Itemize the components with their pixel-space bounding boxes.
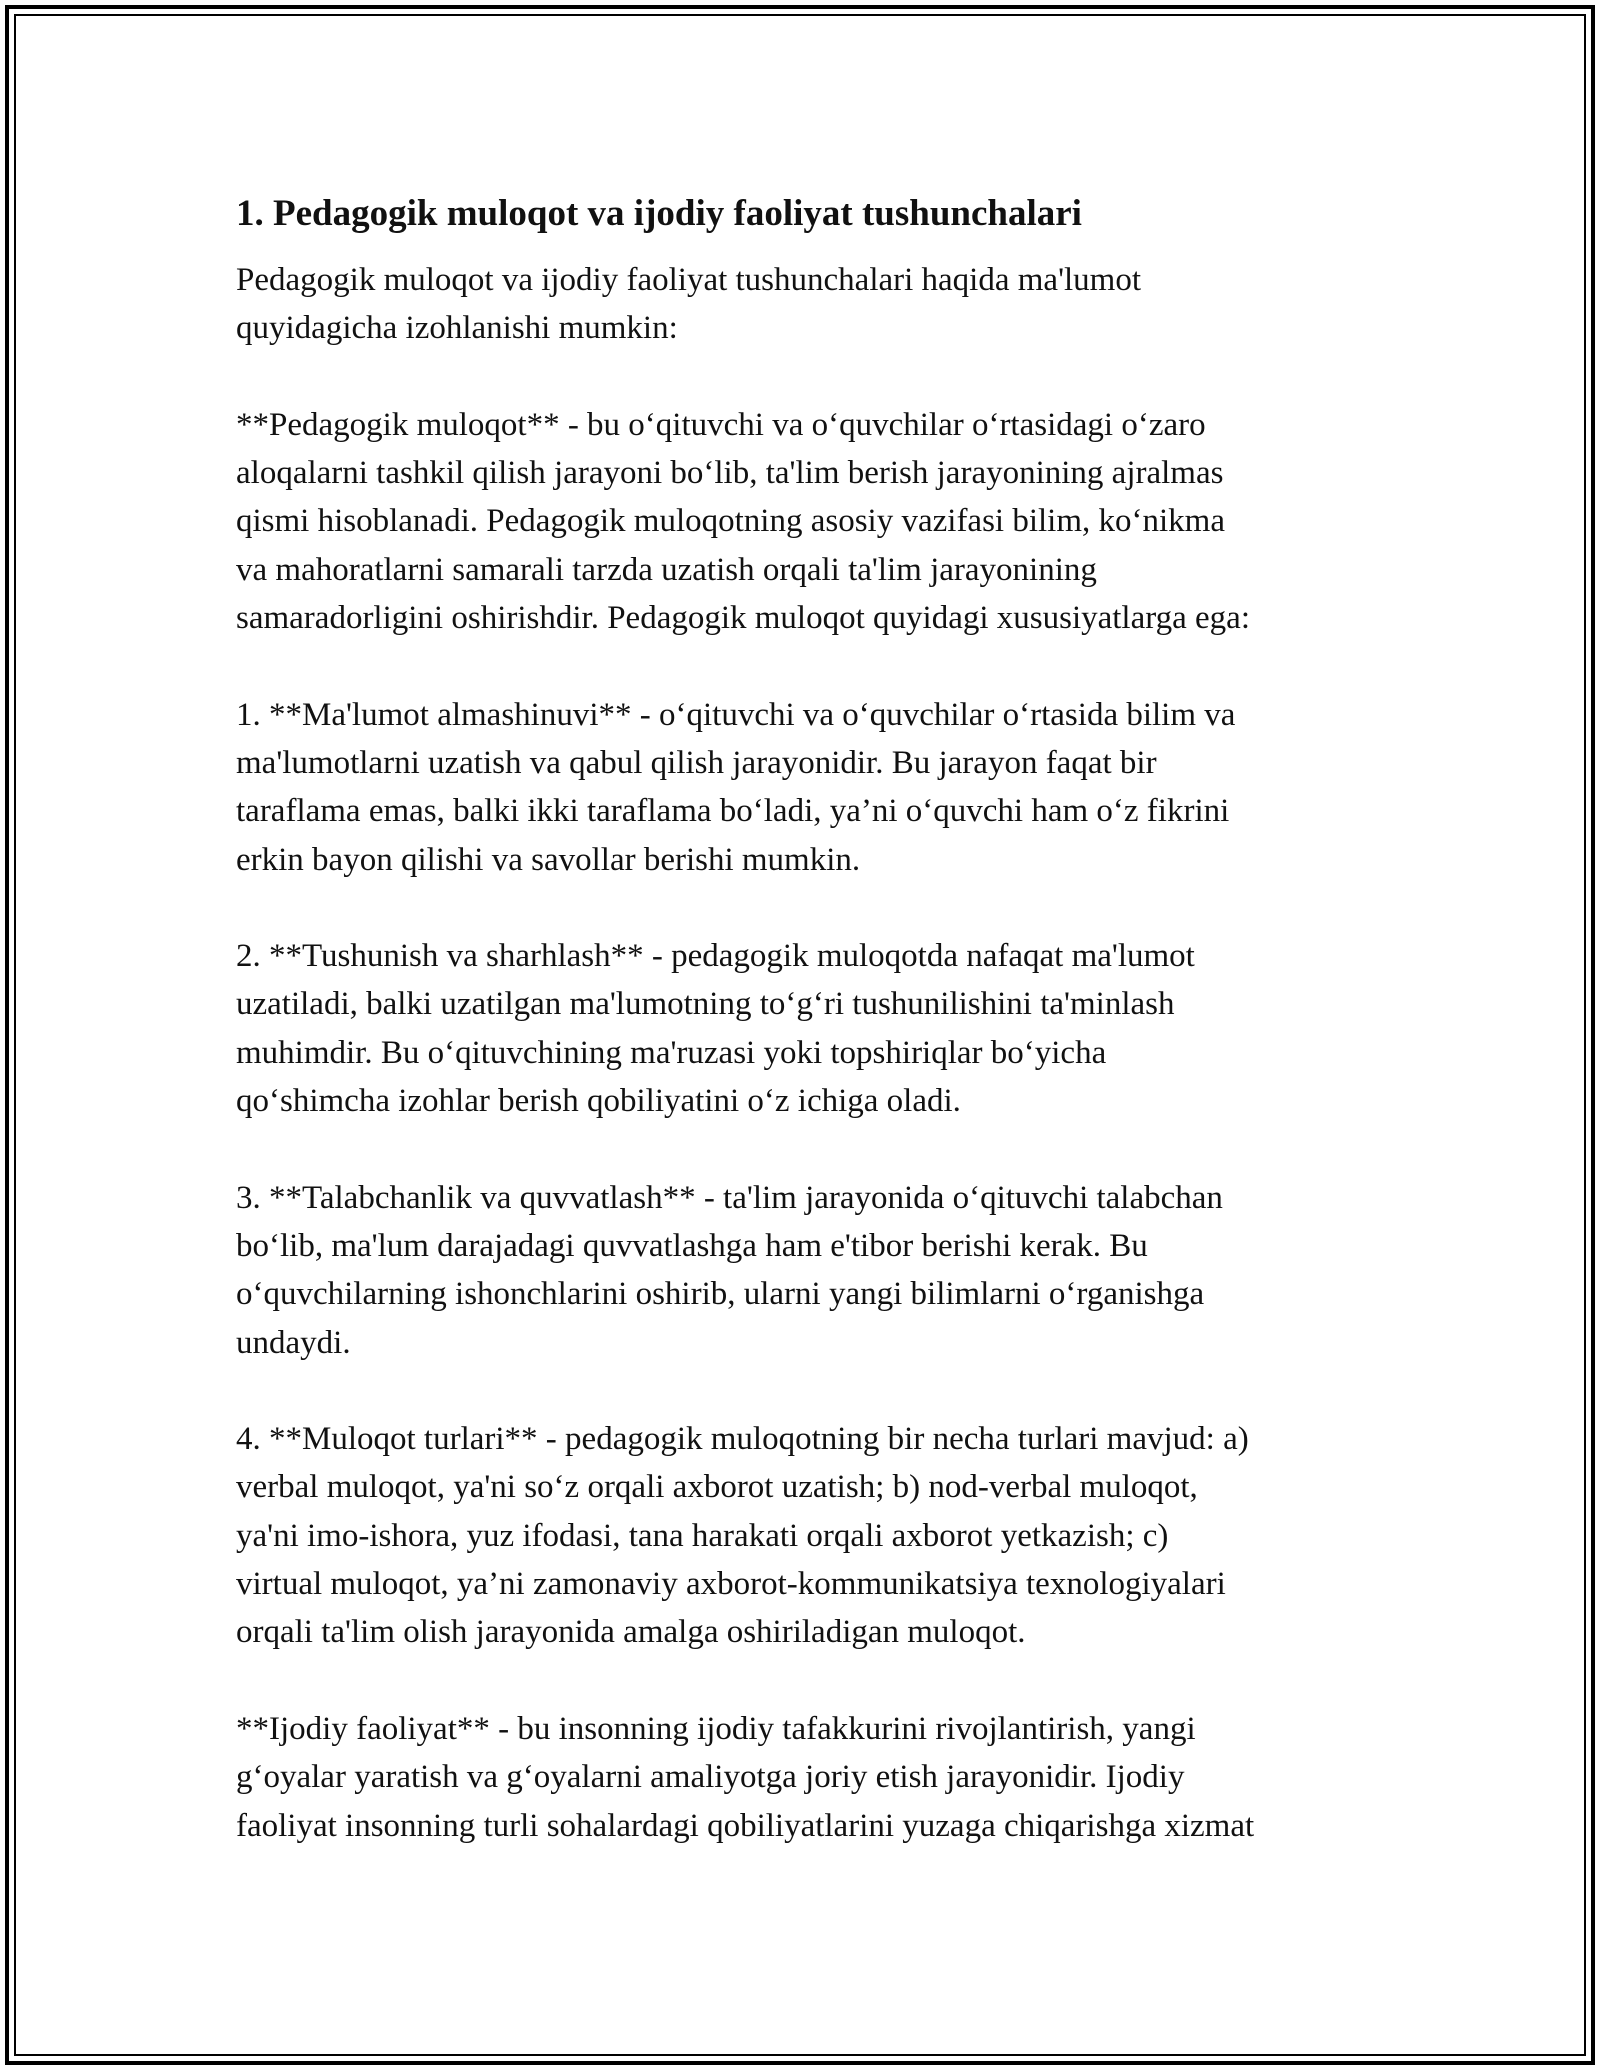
paragraph-item-3 (236, 1174, 1386, 1367)
text-line: g‘oyalar yaratish va g‘oyalarni amaliyotga joriy etish jarayonidir. Ijodiy (236, 1759, 1185, 1796)
text-line: samaradorligini oshirishdir. Pedagogik muloqot quyidagi xususiyatlarga ega: (236, 600, 1250, 637)
text-line: 1. **Ma'lumot almashinuvi** - o‘qituvchi va o‘quvchilar o‘rtasida bilim va (236, 696, 1236, 733)
paragraph-intro (236, 256, 1386, 353)
text-line: ma'lumotlarni uzatish va qabul qilish jarayonidir. Bu jarayon faqat bir (236, 744, 1157, 781)
text-line: o‘quvchilarning ishonchlarini oshirib, ularni yangi bilimlarni o‘rganishga (236, 1276, 1205, 1313)
text-line: virtual muloqot, ya’ni zamonaviy axborot-kommunikatsiya texnologiyalari (236, 1566, 1226, 1603)
paragraph-ijodiy-faoliyat (236, 1705, 1386, 1850)
text-line: 2. **Tushunish va sharhlash** - pedagogik muloqotda nafaqat ma'lumot (236, 938, 1195, 975)
text-line: uzatiladi, balki uzatilgan ma'lumotning to‘g‘ri tushunilishini ta'minlash (236, 986, 1175, 1023)
text-line: erkin bayon qilishi va savollar berishi mumkin. (236, 841, 861, 878)
text-line: bo‘lib, ma'lum darajadagi quvvatlashga ham e'tibor berishi kerak. Bu (236, 1227, 1148, 1264)
text-line: qismi hisoblanadi. Pedagogik muloqotning asosiy vazifasi bilim, ko‘nikma (236, 503, 1225, 540)
text-line: 4. **Muloqot turlari** - pedagogik muloqotning bir necha turlari mavjud: a) (236, 1421, 1249, 1458)
text-line: va mahoratlarni samarali tarzda uzatish orqali ta'lim jarayonining (236, 551, 1097, 588)
text-line: orqali ta'lim olish jarayonida amalga oshiriladigan muloqot. (236, 1614, 1026, 1651)
paragraph-item-1 (236, 691, 1386, 884)
text-line: muhimdir. Bu o‘qituvchining ma'ruzasi yoki topshiriqlar bo‘yicha (236, 1034, 1107, 1071)
text-line: undaydi. (236, 1324, 351, 1361)
text-line: quyidagicha izohlanishi mumkin: (236, 310, 678, 347)
text-line: **Pedagogik muloqot** - bu o‘qituvchi va o‘quvchilar o‘rtasidagi o‘zaro (236, 406, 1206, 443)
text-line: aloqalarni tashkil qilish jarayoni bo‘lib, ta'lim berish jarayonining ajralmas (236, 455, 1224, 492)
document-body (236, 188, 1386, 1898)
paragraph-pedagogik-muloqot (236, 401, 1386, 642)
document-heading: 1. Pedagogik muloqot va ijodiy faoliyat tushunchalari (236, 193, 1082, 234)
text-line: 3. **Talabchanlik va quvvatlash** - ta'lim jarayonida o‘qituvchi talabchan (236, 1179, 1223, 1216)
paragraph-item-2 (236, 932, 1386, 1125)
text-line: **Ijodiy faoliyat** - bu insonning ijodiy tafakkurini rivojlantirish, yangi (236, 1710, 1196, 1747)
text-line: faoliyat insonning turli sohalardagi qobiliyatlarini yuzaga chiqarishga xizmat (236, 1807, 1255, 1844)
text-line: taraflama emas, balki ikki taraflama bo‘ladi, ya’ni o‘quvchi ham o‘z fikrini (236, 793, 1230, 830)
text-line: ya'ni imo-ishora, yuz ifodasi, tana harakati orqali axborot yetkazish; c) (236, 1517, 1169, 1554)
text-line: verbal muloqot, ya'ni so‘z orqali axborot uzatish; b) nod-verbal muloqot, (236, 1469, 1198, 1506)
paragraph-item-4 (236, 1415, 1386, 1656)
text-line: qo‘shimcha izohlar berish qobiliyatini o‘z ichiga oladi. (236, 1083, 961, 1120)
text-line: Pedagogik muloqot va ijodiy faoliyat tushunchalari haqida ma'lumot (236, 262, 1142, 298)
